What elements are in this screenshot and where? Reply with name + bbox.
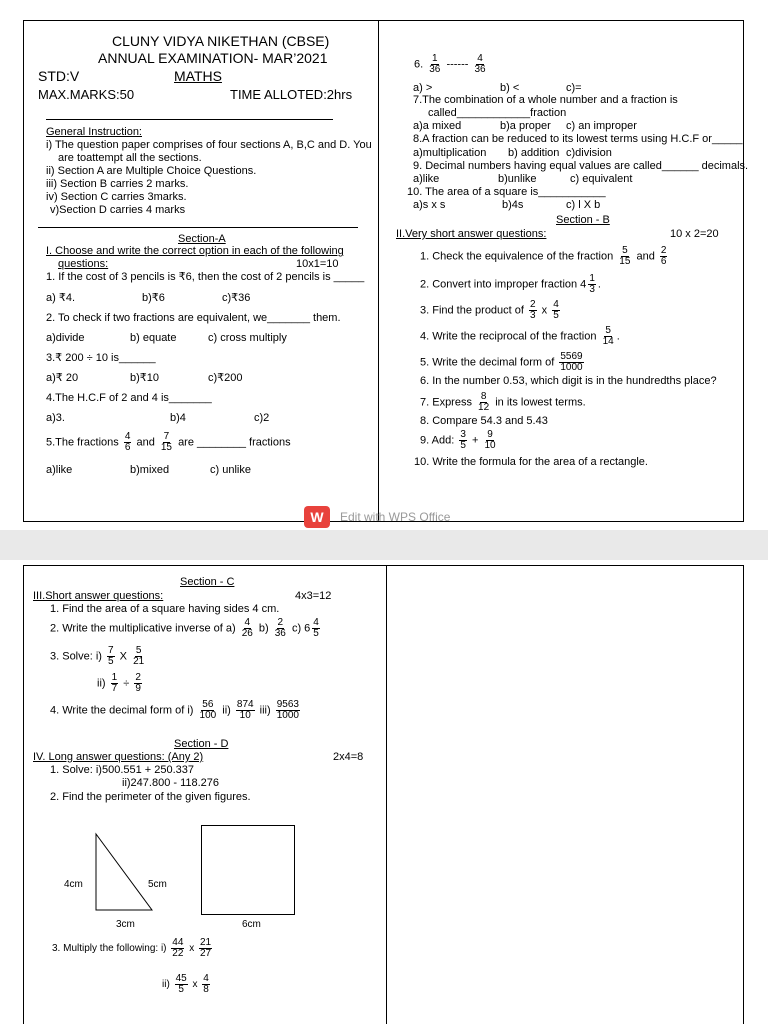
question-a2: 2. To check if two fractions are equivalent, we_______ them. — [46, 312, 341, 324]
fraction: $\frac{2}{3}$ — [530, 299, 536, 321]
option: c) unlike — [210, 464, 251, 476]
question-a7: 7.The combination of a whole number and a fraction is — [413, 94, 678, 106]
wps-logo[interactable]: W — [304, 506, 330, 528]
question-c3-ii: ii) $\frac{1}{7}$ ÷ $\frac{2}{9}$ — [97, 672, 141, 694]
fraction: $\frac{5}{14}$ — [602, 325, 614, 347]
instruction-line: ii) Section A are Multiple Choice Questions. — [46, 165, 257, 177]
instruction-line: i) The question paper comprises of four sections A, B,C and D. You — [46, 139, 372, 151]
header-divider — [46, 119, 333, 120]
q5-text: 5.The fractions — [46, 436, 119, 449]
triangle-base-label: 3cm — [116, 919, 135, 930]
triangle-hypotenuse-label: 5cm — [148, 879, 167, 890]
question-c3: 3. Solve: i) $\frac{7}{5}$ X $\frac{5}{21}$ — [50, 645, 145, 667]
section-b-title: Section - B — [556, 214, 610, 226]
fraction: $\frac{8}{12}$ — [478, 391, 490, 413]
question-a8: 8.A fraction can be reduced to its lowest terms using H.C.F or_____ — [413, 133, 743, 145]
option: a)₹ 20 — [46, 372, 79, 384]
option: a)a mixed — [413, 120, 462, 132]
section-d-title: Section - D — [174, 738, 229, 750]
option: b) addition — [508, 147, 560, 159]
school-name: CLUNY VIDYA NIKETHAN (CBSE) — [112, 33, 330, 49]
time-allotted: TIME ALLOTED:2hrs — [230, 87, 353, 102]
section-c-marks: 4x3=12 — [295, 590, 332, 602]
question-d3-ii: ii) $\frac{45}{5}$ x $\frac{4}{8}$ — [162, 973, 209, 995]
wps-watermark[interactable]: Edit with WPS Office — [340, 510, 451, 524]
fraction: $\frac{2}{36}$ — [274, 617, 286, 639]
fraction: $\frac{45}{5}$ — [175, 973, 187, 995]
square-figure — [201, 825, 295, 915]
option: b)₹10 — [130, 372, 160, 384]
instruction-line: v)Section D carries 4 marks — [50, 204, 186, 216]
question-b6: 6. In the number 0.53, which digit is in the hundredths place? — [420, 375, 717, 387]
fraction: $\frac{4}{5}$ — [553, 299, 559, 321]
option: b)4s — [502, 199, 524, 211]
section-a-marks: 10x1=10 — [296, 258, 339, 270]
fraction: $\frac{7}{15}$ — [160, 431, 172, 453]
option: a)like — [413, 173, 440, 185]
q5-text-post: are ________ fractions — [178, 436, 291, 449]
fraction: $\frac{4}{5}$ — [313, 617, 319, 639]
section-b-marks: 10 x 2=20 — [670, 228, 719, 240]
question-b2: 2. Convert into improper fraction 4 $\frac{1}{3}$ . — [420, 273, 601, 295]
instructions-heading: General Instruction: — [46, 126, 142, 138]
fraction: $\frac{4}{6}$ — [124, 431, 131, 453]
section-a-instruction: I. Choose and write the correct option in each of the following — [46, 245, 344, 257]
section-a-title: Section-A — [178, 233, 226, 245]
option: c) equivalent — [570, 173, 633, 185]
page-2 — [0, 560, 768, 1024]
question-b4: 4. Write the reciprocal of the fraction $\frac{5}{14}$ . — [420, 325, 620, 347]
triangle-figure — [94, 832, 154, 912]
option: c) l X b — [566, 199, 601, 211]
section-d-marks: 2x4=8 — [333, 751, 364, 763]
fraction: $\frac{4}{26}$ — [241, 617, 253, 639]
exam-title: ANNUAL EXAMINATION- MAR’2021 — [98, 50, 328, 66]
fraction: $\frac{9563}{1000}$ — [276, 699, 299, 721]
section-a-instruction-cont: questions: — [58, 258, 109, 270]
question-b1: 1. Check the equivalence of the fraction $\frac{5}{15}$ and $\frac{2}{6}$ — [420, 245, 667, 267]
option: c)= — [566, 82, 582, 94]
question-a10: 10. The area of a square is___________ — [407, 186, 606, 198]
fraction: $\frac{9}{10}$ — [484, 429, 496, 451]
question-a1: 1. If the cost of 3 pencils is ₹6, then the cost of 2 pencils is _____ — [46, 271, 365, 283]
option: b)₹6 — [142, 292, 165, 304]
question-c2: 2. Write the multiplicative inverse of a) $\frac{4}{26}$ b) $\frac{2}{36}$ c) 6 $\frac{4}{5}$ — [50, 617, 319, 639]
fraction: $\frac{2}{9}$ — [135, 672, 141, 694]
option: b)unlike — [498, 173, 537, 185]
question-a3: 3.₹ 200 ÷ 10 is______ — [46, 352, 156, 364]
option: b)mixed — [130, 464, 170, 476]
question-b7: 7. Express $\frac{8}{12}$ in its lowest terms. — [420, 391, 586, 413]
fraction: $\frac{1}{3}$ — [589, 273, 595, 295]
option: b)a proper — [500, 120, 551, 132]
option: b) equate — [130, 332, 177, 344]
fraction: $\frac{56}{100}$ — [199, 699, 217, 721]
question-d1: 1. Solve: i)500.551 + 250.337 — [50, 764, 195, 776]
fraction: $\frac{44}{22}$ — [172, 937, 184, 959]
max-marks: MAX.MARKS:50 — [38, 87, 135, 102]
question-a4: 4.The H.C.F of 2 and 4 is_______ — [46, 392, 212, 404]
fraction: $\frac{1}{36}$ — [429, 53, 441, 75]
question-b8: 8. Compare 54.3 and 5.43 — [420, 415, 548, 427]
question-b5: 5. Write the decimal form of $\frac{5569}{1000}$ — [420, 351, 583, 373]
instruction-line: iii) Section B carries 2 marks. — [46, 178, 189, 190]
q5-and: and — [136, 436, 155, 449]
instruction-line: are toattempt all the sections. — [58, 152, 202, 164]
option: a) > — [413, 82, 433, 94]
question-a6: 6. $\frac{1}{36}$ ------ $\frac{4}{36}$ — [414, 53, 486, 75]
section-b-heading: II.Very short answer questions: — [396, 228, 547, 240]
fraction: $\frac{5}{15}$ — [619, 245, 631, 267]
option: b) < — [500, 82, 520, 94]
fraction: $\frac{4}{8}$ — [203, 973, 209, 995]
question-d2: 2. Find the perimeter of the given figures. — [50, 791, 251, 803]
option: a)like — [46, 464, 73, 476]
option: a)multiplication — [413, 147, 487, 159]
option: c) cross multiply — [208, 332, 287, 344]
subject-label: MATHS — [174, 68, 222, 84]
fraction: $\frac{1}{7}$ — [111, 672, 118, 694]
std-label: STD:V — [38, 68, 80, 84]
question-a7-cont: called____________fraction — [428, 107, 567, 119]
fraction: $\frac{2}{6}$ — [660, 245, 667, 267]
option: c)2 — [254, 412, 270, 424]
question-a5 — [46, 432, 291, 453]
square-side-label: 6cm — [242, 919, 261, 930]
option: c)₹200 — [208, 372, 243, 384]
fraction: $\frac{874}{10}$ — [236, 699, 254, 721]
question-b3: 3. Find the product of $\frac{2}{3}$ x $\frac{4}{5}$ — [420, 299, 559, 321]
option: a)s x s — [413, 199, 446, 211]
fraction: $\frac{7}{5}$ — [108, 645, 114, 667]
question-b10: 10. Write the formula for the area of a rectangle. — [414, 456, 648, 468]
instruction-line: iv) Section C carries 3marks. — [46, 191, 187, 203]
question-c1: 1. Find the area of a square having sides 4 cm. — [50, 603, 280, 615]
section-c-title: Section - C — [180, 576, 235, 588]
fraction: $\frac{5569}{1000}$ — [560, 351, 583, 373]
question-d1-ii: ii)247.800 - 118.276 — [122, 777, 220, 789]
option: a)divide — [46, 332, 85, 344]
fraction: $\frac{5}{21}$ — [133, 645, 145, 667]
fraction: $\frac{3}{5}$ — [460, 429, 466, 451]
right-column-frame — [385, 565, 744, 1024]
section-d-heading: IV. Long answer questions: (Any 2) — [33, 751, 204, 763]
option: a)3. — [46, 412, 65, 424]
option: c)division — [566, 147, 612, 159]
triangle-side-label: 4cm — [64, 879, 83, 890]
option: a) ₹4. — [46, 292, 76, 304]
instructions-divider — [38, 227, 358, 228]
option: c)₹36 — [222, 292, 251, 304]
fraction: $\frac{4}{36}$ — [474, 53, 486, 75]
question-b9: 9. Add: $\frac{3}{5}$ + $\frac{9}{10}$ — [420, 429, 496, 451]
fraction: $\frac{21}{27}$ — [199, 937, 212, 959]
section-c-heading: III.Short answer questions: — [33, 590, 164, 602]
question-c4: 4. Write the decimal form of i) $\frac{56}{100}$ ii) $\frac{874}{10}$ iii) $\frac{9563}{1000}$ — [50, 699, 299, 721]
option: b)4 — [170, 412, 186, 424]
question-a9: 9. Decimal numbers having equal values are called______ decimals. — [413, 160, 749, 172]
option: c) an improper — [566, 120, 637, 132]
question-d3: 3. Multiply the following: i) $\frac{44}{22}$ x $\frac{21}{27}$ — [52, 937, 212, 959]
